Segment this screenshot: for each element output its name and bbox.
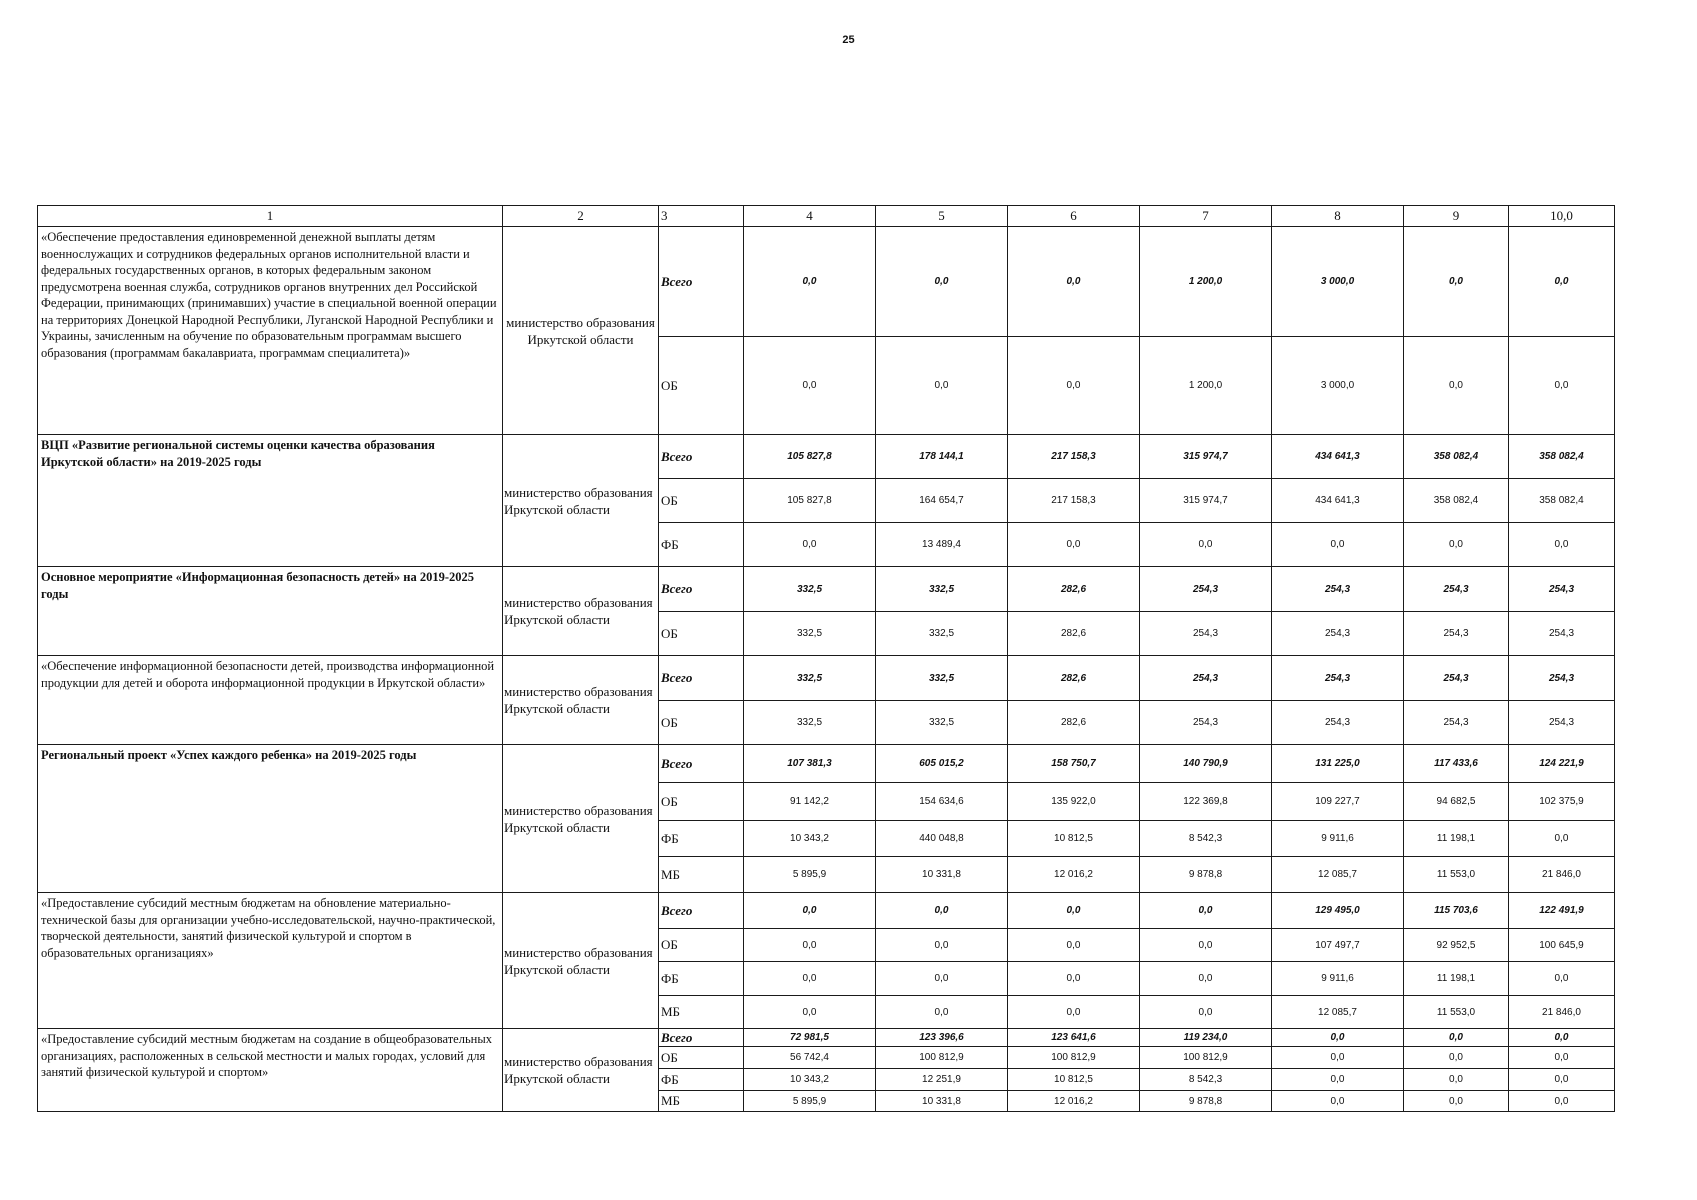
- funding-source: ФБ: [659, 1069, 744, 1091]
- funding-source: ОБ: [659, 783, 744, 821]
- amount-cell: 12 251,9: [876, 1069, 1008, 1091]
- amount-cell: 254,3: [1140, 701, 1272, 745]
- amount-cell: 332,5: [744, 567, 876, 612]
- amount-cell: 0,0: [1272, 1029, 1404, 1047]
- amount-cell: 254,3: [1509, 701, 1615, 745]
- column-number: 3: [659, 206, 744, 227]
- amount-cell: 0,0: [1509, 962, 1615, 996]
- amount-cell: 605 015,2: [876, 745, 1008, 783]
- amount-cell: 254,3: [1404, 656, 1509, 701]
- executor: министерство образования Иркутской области: [503, 893, 659, 1029]
- amount-cell: 123 396,6: [876, 1029, 1008, 1047]
- amount-cell: 254,3: [1509, 656, 1615, 701]
- amount-cell: 332,5: [744, 701, 876, 745]
- amount-cell: 0,0: [1509, 1029, 1615, 1047]
- amount-cell: 11 553,0: [1404, 857, 1509, 893]
- amount-cell: 0,0: [1272, 1091, 1404, 1112]
- amount-cell: 0,0: [1404, 337, 1509, 435]
- activity-name: «Предоставление субсидий местным бюджетам на создание в общеобразовательных организациях, расположенных в сельской местности и малых городах, условий для занятий физической культурой и спортом»: [38, 1029, 503, 1112]
- funding-source: ОБ: [659, 701, 744, 745]
- amount-cell: 94 682,5: [1404, 783, 1509, 821]
- amount-cell: 0,0: [1140, 929, 1272, 962]
- column-number: 6: [1008, 206, 1140, 227]
- column-number: 2: [503, 206, 659, 227]
- amount-cell: 358 082,4: [1404, 435, 1509, 479]
- amount-cell: 332,5: [744, 612, 876, 656]
- amount-cell: 0,0: [1008, 893, 1140, 929]
- amount-cell: 12 016,2: [1008, 857, 1140, 893]
- amount-cell: 315 974,7: [1140, 479, 1272, 523]
- amount-cell: 0,0: [1509, 1069, 1615, 1091]
- amount-cell: 107 497,7: [1272, 929, 1404, 962]
- amount-cell: 282,6: [1008, 567, 1140, 612]
- amount-cell: 3 000,0: [1272, 337, 1404, 435]
- amount-cell: 10 812,5: [1008, 821, 1140, 857]
- amount-cell: 0,0: [1140, 893, 1272, 929]
- amount-cell: 254,3: [1404, 701, 1509, 745]
- amount-cell: 131 225,0: [1272, 745, 1404, 783]
- funding-source: ОБ: [659, 479, 744, 523]
- funding-source: Всего: [659, 435, 744, 479]
- amount-cell: 0,0: [744, 929, 876, 962]
- table-row: [38, 745, 1615, 783]
- amount-cell: 21 846,0: [1509, 857, 1615, 893]
- amount-cell: 358 082,4: [1404, 479, 1509, 523]
- amount-cell: 12 085,7: [1272, 996, 1404, 1029]
- amount-cell: 0,0: [1008, 962, 1140, 996]
- amount-cell: 91 142,2: [744, 783, 876, 821]
- amount-cell: 178 144,1: [876, 435, 1008, 479]
- amount-cell: 3 000,0: [1272, 227, 1404, 337]
- amount-cell: 92 952,5: [1404, 929, 1509, 962]
- amount-cell: 0,0: [1008, 523, 1140, 567]
- executor: министерство образования Иркутской области: [503, 435, 659, 567]
- amount-cell: 5 895,9: [744, 1091, 876, 1112]
- activity-name: Основное мероприятие «Информационная безопасность детей» на 2019-2025 годы: [38, 567, 503, 656]
- amount-cell: 0,0: [1008, 929, 1140, 962]
- column-number: 5: [876, 206, 1008, 227]
- amount-cell: 0,0: [1509, 821, 1615, 857]
- amount-cell: 10 331,8: [876, 857, 1008, 893]
- amount-cell: 254,3: [1509, 612, 1615, 656]
- amount-cell: 109 227,7: [1272, 783, 1404, 821]
- executor: министерство образования Иркутской области: [503, 567, 659, 656]
- amount-cell: 135 922,0: [1008, 783, 1140, 821]
- table-row: [38, 1029, 1615, 1047]
- amount-cell: 315 974,7: [1140, 435, 1272, 479]
- amount-cell: 0,0: [876, 227, 1008, 337]
- amount-cell: 117 433,6: [1404, 745, 1509, 783]
- amount-cell: 122 369,8: [1140, 783, 1272, 821]
- column-number: 8: [1272, 206, 1404, 227]
- amount-cell: 105 827,8: [744, 435, 876, 479]
- amount-cell: 129 495,0: [1272, 893, 1404, 929]
- amount-cell: 0,0: [1509, 1047, 1615, 1069]
- amount-cell: 102 375,9: [1509, 783, 1615, 821]
- table-row: [38, 893, 1615, 929]
- funding-source: ОБ: [659, 929, 744, 962]
- amount-cell: 0,0: [1008, 227, 1140, 337]
- amount-cell: 1 200,0: [1140, 227, 1272, 337]
- column-number: 1: [38, 206, 503, 227]
- amount-cell: 217 158,3: [1008, 435, 1140, 479]
- amount-cell: 254,3: [1404, 612, 1509, 656]
- amount-cell: 0,0: [1272, 1069, 1404, 1091]
- amount-cell: 0,0: [744, 893, 876, 929]
- executor: министерство образования Иркутской области: [503, 1029, 659, 1112]
- funding-source: ОБ: [659, 612, 744, 656]
- amount-cell: 12 016,2: [1008, 1091, 1140, 1112]
- amount-cell: 254,3: [1272, 701, 1404, 745]
- amount-cell: 0,0: [744, 227, 876, 337]
- column-number: 10,0: [1509, 206, 1615, 227]
- amount-cell: 0,0: [744, 337, 876, 435]
- activity-name: ВЦП «Развитие региональной системы оценки качества образования Иркутской области» на 2019-2025 годы: [38, 435, 503, 567]
- amount-cell: 254,3: [1509, 567, 1615, 612]
- executor: министерство образования Иркутской области: [503, 656, 659, 745]
- amount-cell: 0,0: [1272, 1047, 1404, 1069]
- amount-cell: 358 082,4: [1509, 435, 1615, 479]
- amount-cell: 332,5: [876, 656, 1008, 701]
- amount-cell: 10 343,2: [744, 1069, 876, 1091]
- amount-cell: 254,3: [1140, 656, 1272, 701]
- amount-cell: 0,0: [1008, 337, 1140, 435]
- amount-cell: 358 082,4: [1509, 479, 1615, 523]
- amount-cell: 0,0: [1008, 996, 1140, 1029]
- amount-cell: 107 381,3: [744, 745, 876, 783]
- amount-cell: 140 790,9: [1140, 745, 1272, 783]
- amount-cell: 0,0: [1509, 227, 1615, 337]
- amount-cell: 1 200,0: [1140, 337, 1272, 435]
- amount-cell: 115 703,6: [1404, 893, 1509, 929]
- amount-cell: 8 542,3: [1140, 821, 1272, 857]
- amount-cell: 332,5: [876, 567, 1008, 612]
- amount-cell: 11 553,0: [1404, 996, 1509, 1029]
- amount-cell: 0,0: [1272, 523, 1404, 567]
- table-body: [38, 206, 1615, 1112]
- funding-source: ОБ: [659, 337, 744, 435]
- column-number: 7: [1140, 206, 1272, 227]
- amount-cell: 440 048,8: [876, 821, 1008, 857]
- column-number: 9: [1404, 206, 1509, 227]
- table-row: [38, 656, 1615, 701]
- amount-cell: 0,0: [1404, 1029, 1509, 1047]
- amount-cell: 282,6: [1008, 612, 1140, 656]
- funding-source: Всего: [659, 567, 744, 612]
- amount-cell: 0,0: [1140, 962, 1272, 996]
- amount-cell: 332,5: [744, 656, 876, 701]
- activity-name: «Обеспечение информационной безопасности детей, производства информационной продукции для детей и оборота информационной продукции в Иркутской области»: [38, 656, 503, 745]
- funding-source: МБ: [659, 1091, 744, 1112]
- executor: министерство образования Иркутской области: [503, 745, 659, 893]
- amount-cell: 0,0: [1404, 1047, 1509, 1069]
- amount-cell: 9 911,6: [1272, 821, 1404, 857]
- amount-cell: 56 742,4: [744, 1047, 876, 1069]
- funding-source: Всего: [659, 1029, 744, 1047]
- funding-source: МБ: [659, 996, 744, 1029]
- amount-cell: 119 234,0: [1140, 1029, 1272, 1047]
- activity-name: «Обеспечение предоставления единовременной денежной выплаты детям военнослужащих и сотрудников федеральных органов исполнительной власти и федеральных государственных органов, в которых федеральным законом предусмотрена военная служба, сотрудников органов внутренних дел Российской Федерации, принимающих (принимавших) участие в специальной военной операции на территориях Донецкой Народной Республики, Луганской Народной Республики и Украины, зачисленным на обучение по образовательным программам высшего образования (программам бакалавриата, программам специалитета)»: [38, 227, 503, 435]
- amount-cell: 122 491,9: [1509, 893, 1615, 929]
- funding-source: Всего: [659, 893, 744, 929]
- funding-source: ФБ: [659, 821, 744, 857]
- amount-cell: 13 489,4: [876, 523, 1008, 567]
- amount-cell: 154 634,6: [876, 783, 1008, 821]
- amount-cell: 9 911,6: [1272, 962, 1404, 996]
- amount-cell: 0,0: [876, 996, 1008, 1029]
- amount-cell: 254,3: [1140, 612, 1272, 656]
- amount-cell: 9 878,8: [1140, 857, 1272, 893]
- amount-cell: 10 331,8: [876, 1091, 1008, 1112]
- amount-cell: 434 641,3: [1272, 479, 1404, 523]
- amount-cell: 254,3: [1272, 656, 1404, 701]
- amount-cell: 100 812,9: [876, 1047, 1008, 1069]
- funding-source: Всего: [659, 745, 744, 783]
- amount-cell: 0,0: [1509, 337, 1615, 435]
- amount-cell: 100 812,9: [1008, 1047, 1140, 1069]
- amount-cell: 11 198,1: [1404, 821, 1509, 857]
- amount-cell: 8 542,3: [1140, 1069, 1272, 1091]
- amount-cell: 0,0: [876, 337, 1008, 435]
- amount-cell: 123 641,6: [1008, 1029, 1140, 1047]
- amount-cell: 0,0: [1509, 1091, 1615, 1112]
- amount-cell: 0,0: [876, 962, 1008, 996]
- table-row: [38, 227, 1615, 337]
- amount-cell: 254,3: [1272, 567, 1404, 612]
- amount-cell: 254,3: [1404, 567, 1509, 612]
- activity-name: «Предоставление субсидий местным бюджетам на обновление материально-технической базы для организации учебно-исследовательской, научно-практической, творческой деятельности, занятий физической культурой и спортом в образовательных организациях»: [38, 893, 503, 1029]
- amount-cell: 105 827,8: [744, 479, 876, 523]
- amount-cell: 332,5: [876, 612, 1008, 656]
- funding-source: ФБ: [659, 962, 744, 996]
- activity-name: Региональный проект «Успех каждого ребенка» на 2019-2025 годы: [38, 745, 503, 893]
- amount-cell: 217 158,3: [1008, 479, 1140, 523]
- column-number: 4: [744, 206, 876, 227]
- amount-cell: 0,0: [1404, 1091, 1509, 1112]
- amount-cell: 0,0: [744, 523, 876, 567]
- amount-cell: 5 895,9: [744, 857, 876, 893]
- amount-cell: 12 085,7: [1272, 857, 1404, 893]
- amount-cell: 282,6: [1008, 656, 1140, 701]
- amount-cell: 254,3: [1272, 612, 1404, 656]
- column-number-row: [38, 206, 1615, 227]
- amount-cell: 0,0: [1404, 523, 1509, 567]
- amount-cell: 434 641,3: [1272, 435, 1404, 479]
- amount-cell: 158 750,7: [1008, 745, 1140, 783]
- budget-table: [37, 205, 1615, 1112]
- amount-cell: 124 221,9: [1509, 745, 1615, 783]
- amount-cell: 21 846,0: [1509, 996, 1615, 1029]
- funding-source: ОБ: [659, 1047, 744, 1069]
- amount-cell: 0,0: [1509, 523, 1615, 567]
- amount-cell: 10 343,2: [744, 821, 876, 857]
- amount-cell: 0,0: [1404, 227, 1509, 337]
- amount-cell: 254,3: [1140, 567, 1272, 612]
- funding-source: ФБ: [659, 523, 744, 567]
- amount-cell: 0,0: [744, 962, 876, 996]
- amount-cell: 332,5: [876, 701, 1008, 745]
- funding-source: Всего: [659, 227, 744, 337]
- amount-cell: 0,0: [744, 996, 876, 1029]
- amount-cell: 10 812,5: [1008, 1069, 1140, 1091]
- amount-cell: 0,0: [876, 929, 1008, 962]
- executor: министерство образования Иркутской области: [503, 227, 659, 435]
- amount-cell: 164 654,7: [876, 479, 1008, 523]
- page-number: 25: [842, 34, 855, 46]
- amount-cell: 72 981,5: [744, 1029, 876, 1047]
- funding-source: Всего: [659, 656, 744, 701]
- amount-cell: 282,6: [1008, 701, 1140, 745]
- amount-cell: 11 198,1: [1404, 962, 1509, 996]
- amount-cell: 0,0: [1140, 996, 1272, 1029]
- amount-cell: 100 645,9: [1509, 929, 1615, 962]
- amount-cell: 9 878,8: [1140, 1091, 1272, 1112]
- table-row: [38, 567, 1615, 612]
- funding-source: МБ: [659, 857, 744, 893]
- amount-cell: 100 812,9: [1140, 1047, 1272, 1069]
- table-row: [38, 435, 1615, 479]
- amount-cell: 0,0: [876, 893, 1008, 929]
- amount-cell: 0,0: [1404, 1069, 1509, 1091]
- amount-cell: 0,0: [1140, 523, 1272, 567]
